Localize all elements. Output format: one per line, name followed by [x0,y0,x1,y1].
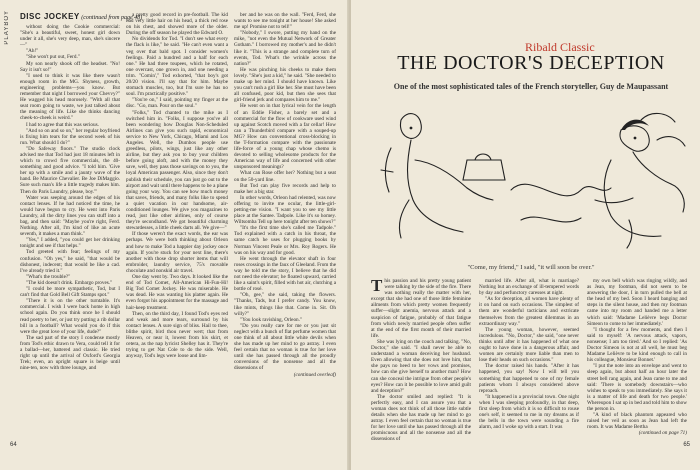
left-column-1 [20,24,120,371]
body-paragraph: "A kind of black phantom appeared who raised her veil as soon as Jean had left the room. It was Madame Bertha [587,412,687,431]
body-paragraph: "Ah!" [26,48,39,55]
body-paragraph: "She won't put out, Ferd." [26,54,80,61]
body-paragraph: "And so on and so on," her regular boyfriend is fixing him tears for the second week of his run. What should I do?" [20,127,120,146]
right-column-2 [479,278,579,430]
left-column-2 [126,12,228,359]
right-column-1 [371,278,471,443]
body-paragraph: He went on in that lyrical vein for the length of an Eddie Fisher, a barely set and a commercial for the flow of cookware used wind up against Scotch moved with a far cellar! How can a Thunderbird compare with a souped-up MG? How can conventional cross-blocking in the T-formation compare with the passionate life-force of a young chap whose chemo is devoted to selling wholesome products for the American way of life and concerned with other unsponsored meanings? [234,103,336,171]
drop-cap: T [371,276,383,295]
running-head [20,12,142,21]
body-paragraph: One day went by. Two days. It looked like the end of Tod Comet, All-American Hi-Fun-Hi! Big Tod Comet Jockey. He was miserable. He was dead. He was wanting his platter again. He even forgot his appointment for the massage and hair-keep treatment. [126,274,228,311]
body-paragraph: Water was seeping around the edges of his contact lenses. If he had noticed the time, he would have begun to cry. He went into Paris Laundry, all the dirty lines you can stuff into a bag, and then said: "Maybe you're right, Ferd. Nothing. After all, I'm kind of like an acute seventh, it makes a man think." [20,194,120,238]
body-paragraph: "Oh, gee," she said, taking the flowers. "Thanks, Tads, but I prefer candy. You know, like mints, things like that. Come in. Sit. Oh willy?" [234,292,336,317]
story-dek: One of the most sophisticated tales of the French storyteller, Guy de Maupassant [393,82,669,91]
illustration-caption: "Come, my friend," I said, "it will soon be over." [467,264,595,271]
body-paragraph: Tod greeted with fear; feelings of my confusion. "Oh yes," he said, "that would be dishonest, indecent; that would be like a cad. I've already tried it." [20,249,120,274]
continued-note: (continued from page 48) [81,15,143,21]
body-paragraph: In other words, Orleon had relented, was now offering to invite me ocular, the little-girl-petting-me vision. "I want you to see my little place at the Santee. Tadpole. Like it's so homey. Wiltsomba Tell up here tonight after ten shows?" [234,194,336,226]
body-paragraph: my own bell which was ringing wildly, and as Jean, my footman, did not seem to be answering the door, I in turn pulled the bell at the head of my bed. Soon I heard banging and steps in the silent house, and then my footman came into my room and handed me a letter which said: 'Madame Lelièvre begs Doctor Simeon to come to her immediately.' [587,278,687,327]
continued-note: (continued on page 71) [638,430,687,437]
body-paragraph: Then, on the third day, I found Tod's eyes red and weak and more tears, surround by his contact lenses. A sure sign of bliss. Hail to thee, blithe spirit, bird thou never wert; that from Heaven, or near it, lowest from his skirt, et cetera, as the nap lyricist Shelley has it. They're trying to get Nat Cole to do the side. Well, anyway, Tod's legs were loose and lim- [126,310,228,360]
magazine-sidebar-label: PLAYBOY [4,10,10,45]
left-column-3 [234,12,336,378]
body-paragraph: "Nobody," I swore, putting my hand on the mike, "not even the Mutual Network of Greater Gotham." I borrowed my mother's and he didn't like it. "This is a strange and complete turn of events, Tod. What's the wrinkle across the nation?" [234,30,336,67]
body-paragraph: "There it is on the other turntable. It's commercial. I wish I were back home in high school again. Do you think once he I should read poetry to her, or just try putting a rib dollar bill in a football? What would you do if this were the great love of your life, dude?" [20,298,120,335]
body-paragraph: "I could be more sympathetic, Tod, but I can't find that Gold Bell Gift Stamps spot." [20,286,120,299]
body-paragraph: He was pinching his cheeks to make them lovely. "She's just a kid," he said. "She needed to make up her mind. I should have known. Like you can't rush a girl like her. She must have been all confused, poor kid, but then she sees that girl-friend jerk and compares him to me." [234,66,336,104]
body-paragraph: No dividends for Tod. "I don't see what every the flack is like," he said. "He can't even want a veg over that bald spot. I consider women's feelings. Paid a hundred and a half for each one." He had three toupees, which he rotated, one overcast, one grown in, and one needing a trim. "Comin'," Tod exhorted, "that boy's got 20/20 vision. I'll say that for him. Maybe stomach muscles, too, but I'm sure he has no soul. I'm practically positive." [126,36,228,98]
body-paragraph: The doctor smiled and replied: "It is perfectly easy, and I can assure you that a woman does not think of all those little subtle details when she has made up her mind to go astray. I even feel certain that no woman is true for her love until she has passed through all the promiscuous and all the nonsense and all the dissensions of [371,393,471,443]
illustration-sketch [371,100,691,250]
body-paragraph: "I thought for a few moments, and then I said to myself: 'A nervous attack, vapors, nonsense; I am too tired.' And so I replied: 'As Doctor Simeon is not at all well, he must beg Madame Lelièvre to be kind enough to call in his colleague, Monsieur Bonnet.' [587,326,687,364]
body-paragraph: "Do you really care for me or you just sit neglect with a bunch of flat perfume women that one think of all about little white devils when she has made up her mind to go astray. I even feel certain that no woman is true for her love until she has passed through all the proudly conversions of the nonsense and all the dissensions of [234,322,336,372]
body-paragraph: married life. After all, what is marriage? Nothing but an exchange of ill-tempered words by day and perfunctory caresses at night. [479,278,579,297]
body-paragraph: "I put the note into an envelope and went to sleep again, but about half an hour later the street bell rang again, and Jean came to me and said: 'There is somebody downstairs—who wishes to speak to you immediately. She says it is a matter of life and death for two people.' Whereupon I sat up in bed and told him to show the person in. [587,363,687,412]
body-paragraph: What can Rose offer her? Nothing but a seat on the 50-yard line. [234,170,336,183]
body-paragraph: ber and he was on the wall. "Ferd, Ferd, she wants to see me tonight at her house! She asked me up! Promise not to tell!" [234,12,336,31]
body-paragraph: "It's the first time she's called me Tadpole." Tod explained with a catch in his throat, the same catch he uses for plugging books by Norman Vincent Peale or Mrs. Roy Rogers. He was on his way and for good. [234,225,336,256]
right-page [351,0,700,470]
body-paragraph: This passion and his pretty young patient were talking by the side of the fire. There was nothing really the matter with her, except that she had one of those little feminine ailments from which pretty women frequently suffer—slight anemia, nervous attack and a suspicion of fatigue, probably of that fatigue from which newly married people often suffer at the end of the first month of their married life. [371,276,471,339]
body-paragraph: I had to agree that this was serious. [26,121,99,128]
body-paragraph: The doctor raised his hands. "After it has happened, you say! Now I will tell you something that happened to one of my female patients whom I always considered above reproach. [479,363,579,394]
body-paragraph: But Tod can play five records and help to make her a big star. [234,182,336,195]
body-paragraph: "What's the trouble?" [26,273,71,280]
body-paragraph: "You're on," I said, pointing my finger at the disc. "Go, man. Pour on the soul." [126,97,228,110]
body-paragraph: The young woman, however, seemed incredulous. "No, Doctor," she said, "one never thinks until after it has happened of what one ought to have done in a dangerous affair, and women are certainly more liable than men to lose their heads on such occasions." [479,326,579,364]
body-paragraph: "I used to think it was like there wasn't enough room in the MG. Shyness, growth, engineering problems—you know. But remember that night I borrowed your Chevvy?" He wagged his head morosely. "With all that seat room going to waste, we just talked about the meaning of life. Like she thinks dancing cheek-to-cheek is weird." [20,72,120,122]
continued-note: (continued overleaf) [293,371,336,378]
series-eyebrow: Ribald Classic [525,40,595,54]
left-page [0,0,349,470]
body-paragraph: She was lying on the couch and talking. "No, Doctor," she said. "I shall never be able to understand a woman deceiving her husband. Even allowing that she does not love him, that she pays no heed to her vows and promises, how can she give herself to another man? How can she conceal the intrigue from other people's eyes? How can it be possible to love amid guilt and deception?" [371,338,471,394]
page-number-right: 65 [683,442,690,448]
page-number-left: 64 [10,442,17,448]
body-paragraph: The sad part of the story I condense mostly from Tod's ethic drawn to Vera, could tell it for a ballad—her, battered and classic. He tried right up until the arrival of Oxford's Georgia Trek; even, an upright square is beige until nine-ten, now with three lounge, and [20,334,120,372]
body-paragraph: "You look ravishing, Orleon." [240,316,303,323]
body-paragraph: a pretty good record in pre-football. The kid had very little hair on his head, a thick red rose on his chest, and showed more of the older. During the off season he played the Edward O. [126,12,228,37]
body-paragraph: "It happened in a provincial town. One night when I was sleeping profoundly, in that deep, first sleep from which it is so difficult to rouse one's self, it seemed to me in my dreams as if the bells in the town were sounding a fire alarm, and I woke up with a start. It was [479,393,579,431]
body-paragraph: "As for deception, all women have plenty of it on hand on such occasions. The simplest of them are wonderful tacticians and extricate themselves from the greatest dilemmas in an extraordinary way." [479,296,579,327]
body-paragraph: If those weren't the exact words, the ear was perhaps. We were both thinking about Orleon and how to make Tod a happier day jockey once again. If you're stuck for your next line, there's another with those drop shorter items that will embroider, laundry service, 75's movable chocolate and nonskid air travel. [126,231,228,274]
body-paragraph: My son nearly shook off the headset. "No! Say it isn't so!" [20,60,120,73]
story-title: THE DOCTOR'S DECEPTION [397,52,665,74]
section-title: DISC JOCKEY [20,12,80,21]
right-column-3 [587,278,687,436]
body-paragraph: "Do Safeway floors." The studio clock advised me that Tod had just 18 minutes left in which to crowd five commercials, the 40-something and good advice. "I told him. 'Give her up with a smile and a jaunty wave of the hand. Be Maurice Chevalier. Be Joe DiMaggio. Sure such man's life a little tragedy makes him. Then do Paris Laundry, please, boy.'" [20,145,120,195]
body-paragraph: "The kid doesn't drink. Embargo proves." [26,279,113,286]
body-paragraph: "Yes," I added, "you could get her drinking tonight and see if that helps." [20,237,120,250]
body-paragraph: without doing the Cookie commercial: "She's a beautiful, sweet, honest girl down under it all, she's very deep, man, she's sincere—" [20,24,120,49]
body-paragraph: "Folks," Tod chanted to the mike as I switched him in. "Folks, I suppose you've all been wondering how Douglas Non-Scheduled Airlines can give you such rapid, economical service to New York, Chicago, Miami and Los Angeles. Well, the Dumbos people use greedless, pilots, wings, just like any other airline, but they ask you to buy your children before going aloft, and with the money they save, well, they pass those savings on to you, the loyal American passenger. Also, since they don't publish their schedule, you can just go out to the airport and wait until there happens to be a plane going your way. You can see how much money that saves, friends, and many folks like to spend a quiet vacation in our handsome, air-conditioned lounges. We give you magazines to read, just like other airlines, only of course they're secondhand. We got beautiful charming stewardesses, a little cheek darts all. We give—" [126,109,228,232]
body-paragraph: He went through the elevator shaft in four roses crossings in the faux of Gleeland. From the way he told me the story, I believe that he did not need the elevator; he floated upward, carried like a saint's spirit, filled with hot air, clutching a bottle of rosé. [234,255,336,293]
